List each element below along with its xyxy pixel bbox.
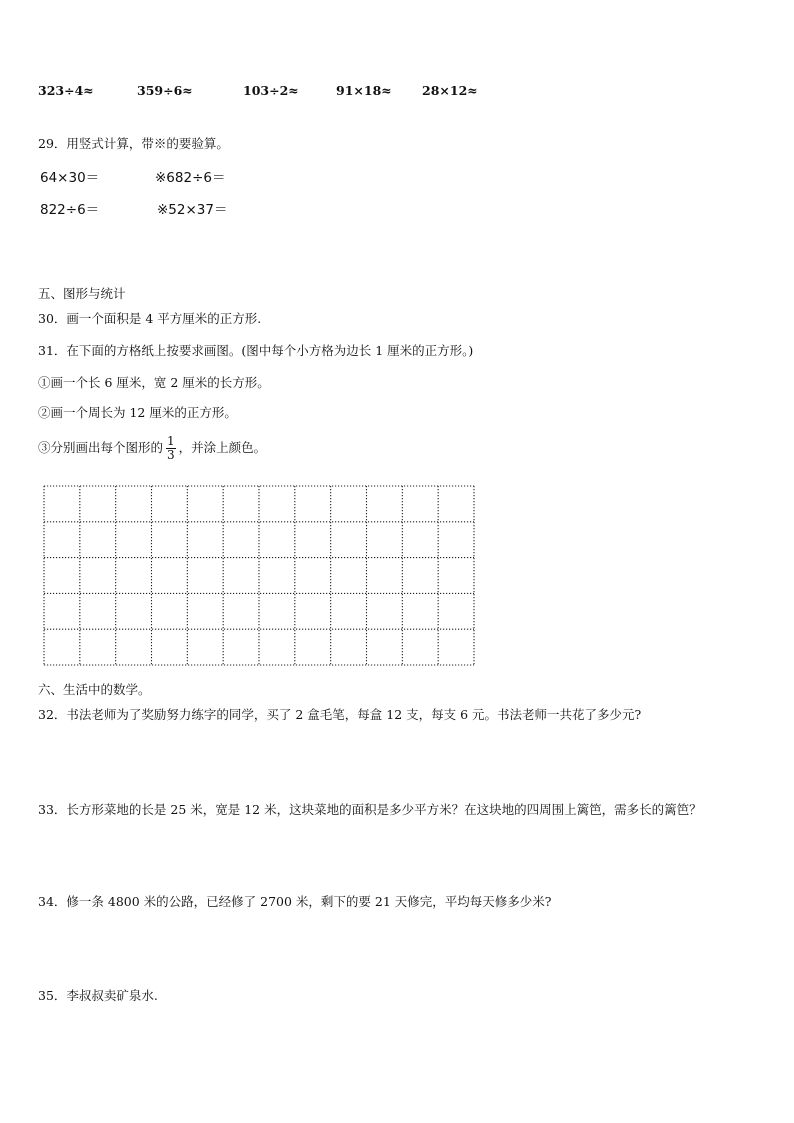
q29-item-4: ※52×37＝ [157, 202, 228, 218]
q33-text: 33．长方形菜地的长是 25 米，宽是 12 米，这块菜地的面积是多少平方米？在这块地的四周围上篱笆，需多长的篱笆？ [38, 802, 702, 817]
estimate-1: 323÷4≈ [38, 83, 94, 98]
q32-text: 32．书法老师为了奖励努力练字的同学，买了 2 盒毛笔，每盒 12 支，每支 6 元。书法老师一共花了多少元? [38, 707, 642, 722]
q29-item-1: 64×30＝ [40, 170, 100, 186]
q31-sub-3 [38, 435, 266, 462]
q30-text: 30．画一个面积是 4 平方厘米的正方形. [38, 311, 262, 326]
q34-text: 34．修一条 4800 米的公路，已经修了 2700 米，剩下的要 21 天修完，平均每天修多少米? [38, 894, 552, 909]
q31-title: 31．在下面的方格纸上按要求画图。(图中每个小方格为边长 1 厘米的正方形。) [38, 343, 474, 358]
q31-sub-3-text-after: ，并涂上颜色。 [178, 440, 267, 455]
section-6-heading: 六、生活中的数学。 [38, 682, 151, 697]
grid-paper [43, 485, 475, 666]
estimate-3: 103÷2≈ [243, 83, 299, 98]
fraction-one-third [166, 435, 176, 462]
q29-item-3: 822÷6＝ [40, 202, 100, 218]
fraction-denominator: 3 [167, 448, 175, 462]
q29-item-2: ※682÷6＝ [155, 170, 226, 186]
q35-text: 35．李叔叔卖矿泉水. [38, 988, 158, 1003]
estimate-5: 28×12≈ [422, 83, 478, 98]
q31-sub-1: ①画一个长 6 厘米，宽 2 厘米的长方形。 [38, 375, 270, 390]
q31-sub-2: ②画一个周长为 12 厘米的正方形。 [38, 405, 237, 420]
q29-title: 29．用竖式计算，带※的要验算。 [38, 136, 229, 151]
estimate-4: 91×18≈ [336, 83, 392, 98]
q31-sub-3-text-before: ③分别画出每个图形的 [38, 440, 164, 455]
fraction-numerator: 1 [167, 434, 175, 448]
section-5-heading: 五、图形与统计 [38, 286, 126, 301]
estimate-2: 359÷6≈ [137, 83, 193, 98]
